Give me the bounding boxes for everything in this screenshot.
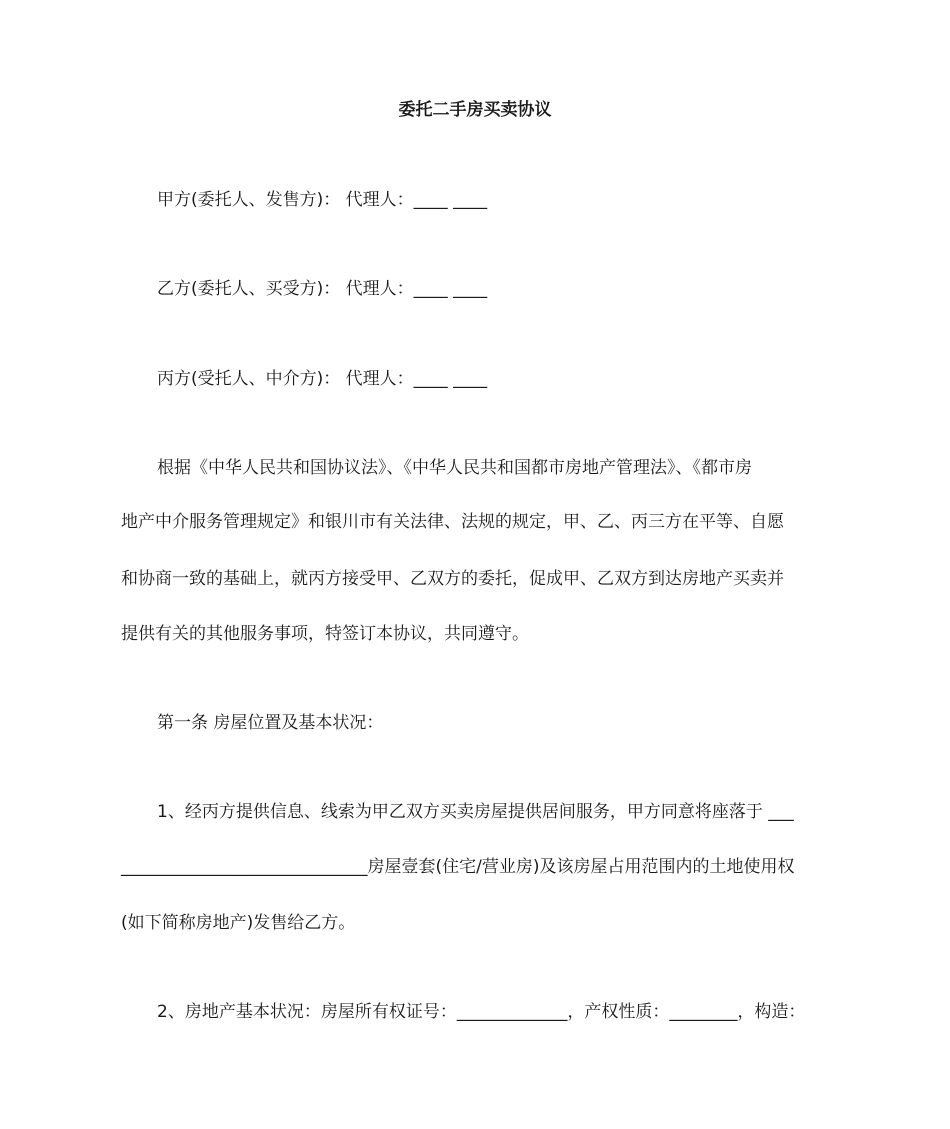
preamble-line-1: 根据《中华人民共和国协议法》、《中华人民共和国都市房地产管理法》、《都市房 (157, 458, 752, 478)
preamble-line-3: 和协商一致的基础上，就丙方接受甲、乙双方的委托，促成甲、乙双方到达房地产买卖并 (121, 569, 784, 589)
clause-1-line-3: (如下简称房地产)发售给乙方。 (121, 913, 356, 933)
party-c-line: 丙方(受托人、中介方)： 代理人：____ ____ (157, 369, 488, 389)
clause-1-line-2: _____________________________房屋壹套(住宅/营业房)及该房屋占用范围内的土地使用权 (121, 857, 795, 877)
party-b-line: 乙方(委托人、买受方)： 代理人：____ ____ (157, 279, 488, 299)
preamble-line-4: 提供有关的其他服务事项，特签订本协议，共同遵守。 (121, 624, 529, 644)
clause-2-line-1: 2、房地产基本状况：房屋所有权证号：_____________，产权性质：________，构造： (157, 1002, 806, 1022)
document-title: 委托二手房买卖协议 (398, 100, 552, 120)
article-1-heading: 第一条 房屋位置及基本状况： (157, 713, 384, 733)
party-a-line: 甲方(委托人、发售方)： 代理人：____ ____ (157, 190, 488, 210)
preamble-line-2: 地产中介服务管理规定》和银川市有关法律、法规的规定，甲、乙、丙三方在平等、自愿 (121, 512, 784, 532)
clause-1-line-1: 1、经丙方提供信息、线索为甲乙双方买卖房屋提供居间服务，甲方同意将座落于 ___ (157, 802, 794, 822)
